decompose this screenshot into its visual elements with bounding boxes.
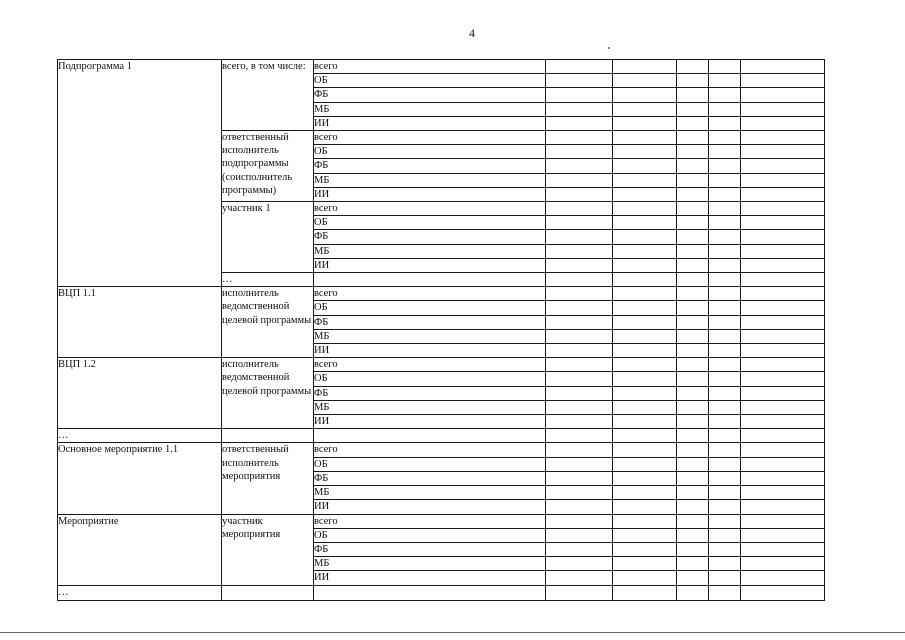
value-cell	[741, 528, 825, 542]
value-cell	[677, 443, 709, 457]
value-cell	[709, 60, 741, 74]
funding-source-cell: ОБ	[314, 301, 546, 315]
value-cell	[709, 386, 741, 400]
value-cell	[709, 557, 741, 571]
funding-source-cell: ФБ	[314, 471, 546, 485]
value-cell	[709, 145, 741, 159]
value-cell	[546, 486, 613, 500]
value-cell	[677, 273, 709, 287]
value-cell	[613, 358, 677, 372]
funding-source-cell: ИИ	[314, 258, 546, 272]
executor-cell: всего, в том числе:	[222, 60, 314, 131]
value-cell	[741, 102, 825, 116]
value-cell	[741, 88, 825, 102]
value-cell	[546, 187, 613, 201]
funding-source-cell: всего	[314, 202, 546, 216]
value-cell	[709, 344, 741, 358]
value-cell	[546, 301, 613, 315]
funding-source-cell: ИИ	[314, 116, 546, 130]
value-cell	[677, 287, 709, 301]
value-cell	[741, 514, 825, 528]
value-cell	[709, 372, 741, 386]
value-cell	[741, 74, 825, 88]
funding-source-cell: МБ	[314, 244, 546, 258]
value-cell	[613, 514, 677, 528]
value-cell	[677, 60, 709, 74]
executor-cell: исполнитель ведомственной целевой программы	[222, 287, 314, 358]
value-cell	[741, 202, 825, 216]
value-cell	[613, 74, 677, 88]
value-cell	[741, 116, 825, 130]
value-cell	[546, 230, 613, 244]
funding-source-cell: ФБ	[314, 542, 546, 556]
value-cell	[613, 400, 677, 414]
value-cell	[546, 571, 613, 585]
program-element-cell: …	[58, 585, 222, 600]
value-cell	[613, 301, 677, 315]
value-cell	[741, 329, 825, 343]
value-cell	[546, 329, 613, 343]
value-cell	[677, 258, 709, 272]
value-cell	[613, 244, 677, 258]
value-cell	[613, 585, 677, 600]
value-cell	[677, 159, 709, 173]
value-cell	[613, 230, 677, 244]
value-cell	[741, 131, 825, 145]
value-cell	[709, 571, 741, 585]
value-cell	[741, 187, 825, 201]
value-cell	[677, 88, 709, 102]
value-cell	[741, 315, 825, 329]
value-cell	[546, 131, 613, 145]
value-cell	[613, 486, 677, 500]
value-cell	[709, 542, 741, 556]
funding-source-cell: ОБ	[314, 457, 546, 471]
value-cell	[613, 131, 677, 145]
funding-source-cell: ИИ	[314, 187, 546, 201]
value-cell	[546, 415, 613, 429]
value-cell	[677, 145, 709, 159]
funding-source-cell: ФБ	[314, 386, 546, 400]
executor-cell: …	[222, 273, 314, 287]
table-row	[58, 443, 825, 457]
value-cell	[613, 315, 677, 329]
value-cell	[546, 542, 613, 556]
value-cell	[677, 471, 709, 485]
scan-speck	[608, 47, 610, 49]
value-cell	[613, 443, 677, 457]
value-cell	[613, 557, 677, 571]
value-cell	[741, 471, 825, 485]
executor-cell	[222, 585, 314, 600]
funding-source-cell	[314, 429, 546, 443]
value-cell	[546, 102, 613, 116]
value-cell	[741, 486, 825, 500]
value-cell	[741, 585, 825, 600]
value-cell	[613, 344, 677, 358]
value-cell	[546, 471, 613, 485]
value-cell	[613, 542, 677, 556]
page-number: 4	[469, 26, 475, 40]
value-cell	[677, 358, 709, 372]
executor-cell: участник мероприятия	[222, 514, 314, 585]
program-element-cell: ВЦП 1.1	[58, 287, 222, 358]
value-cell	[709, 486, 741, 500]
value-cell	[709, 88, 741, 102]
funding-source-cell: всего	[314, 443, 546, 457]
value-cell	[613, 571, 677, 585]
value-cell	[546, 244, 613, 258]
program-element-cell: Основное мероприятие 1.1	[58, 443, 222, 514]
value-cell	[677, 415, 709, 429]
value-cell	[677, 514, 709, 528]
value-cell	[709, 429, 741, 443]
funding-source-cell: ИИ	[314, 344, 546, 358]
value-cell	[709, 528, 741, 542]
funding-source-cell: всего	[314, 358, 546, 372]
value-cell	[613, 202, 677, 216]
value-cell	[546, 273, 613, 287]
value-cell	[741, 145, 825, 159]
value-cell	[709, 514, 741, 528]
table-row	[58, 429, 825, 443]
value-cell	[546, 457, 613, 471]
value-cell	[741, 571, 825, 585]
value-cell	[741, 542, 825, 556]
value-cell	[741, 386, 825, 400]
value-cell	[613, 471, 677, 485]
funding-source-cell: ФБ	[314, 315, 546, 329]
value-cell	[709, 471, 741, 485]
value-cell	[741, 400, 825, 414]
financing-table-body	[58, 60, 825, 601]
funding-source-cell: ФБ	[314, 230, 546, 244]
value-cell	[613, 88, 677, 102]
funding-source-cell	[314, 273, 546, 287]
value-cell	[613, 457, 677, 471]
value-cell	[613, 60, 677, 74]
funding-source-cell: МБ	[314, 557, 546, 571]
value-cell	[709, 400, 741, 414]
funding-source-cell: всего	[314, 131, 546, 145]
value-cell	[709, 202, 741, 216]
value-cell	[546, 429, 613, 443]
value-cell	[709, 216, 741, 230]
value-cell	[546, 202, 613, 216]
value-cell	[677, 116, 709, 130]
value-cell	[613, 500, 677, 514]
funding-source-cell: ОБ	[314, 145, 546, 159]
value-cell	[709, 159, 741, 173]
value-cell	[741, 301, 825, 315]
value-cell	[677, 301, 709, 315]
value-cell	[613, 329, 677, 343]
executor-cell: ответственный исполнитель подпрограммы (соисполнитель программы)	[222, 131, 314, 202]
value-cell	[709, 230, 741, 244]
value-cell	[677, 329, 709, 343]
value-cell	[709, 301, 741, 315]
value-cell	[677, 344, 709, 358]
value-cell	[677, 557, 709, 571]
value-cell	[677, 457, 709, 471]
value-cell	[613, 102, 677, 116]
value-cell	[613, 415, 677, 429]
value-cell	[546, 258, 613, 272]
value-cell	[709, 329, 741, 343]
value-cell	[546, 585, 613, 600]
value-cell	[709, 585, 741, 600]
value-cell	[709, 173, 741, 187]
value-cell	[741, 344, 825, 358]
value-cell	[546, 344, 613, 358]
value-cell	[546, 315, 613, 329]
funding-source-cell: ОБ	[314, 74, 546, 88]
funding-source-cell	[314, 585, 546, 600]
value-cell	[677, 102, 709, 116]
funding-source-cell: всего	[314, 60, 546, 74]
value-cell	[546, 287, 613, 301]
value-cell	[677, 131, 709, 145]
value-cell	[709, 187, 741, 201]
value-cell	[677, 202, 709, 216]
value-cell	[741, 216, 825, 230]
value-cell	[741, 443, 825, 457]
value-cell	[613, 116, 677, 130]
value-cell	[709, 116, 741, 130]
value-cell	[709, 273, 741, 287]
value-cell	[677, 74, 709, 88]
value-cell	[741, 358, 825, 372]
value-cell	[709, 415, 741, 429]
value-cell	[709, 500, 741, 514]
table-row	[58, 287, 825, 301]
value-cell	[613, 429, 677, 443]
value-cell	[546, 74, 613, 88]
value-cell	[741, 500, 825, 514]
table-row	[58, 358, 825, 372]
funding-source-cell: ФБ	[314, 88, 546, 102]
value-cell	[613, 187, 677, 201]
value-cell	[741, 287, 825, 301]
value-cell	[709, 287, 741, 301]
value-cell	[546, 216, 613, 230]
value-cell	[546, 159, 613, 173]
value-cell	[613, 159, 677, 173]
value-cell	[546, 528, 613, 542]
table-row	[58, 60, 825, 74]
funding-source-cell: ОБ	[314, 528, 546, 542]
executor-cell: исполнитель ведомственной целевой программы	[222, 358, 314, 429]
value-cell	[546, 145, 613, 159]
value-cell	[613, 216, 677, 230]
value-cell	[613, 528, 677, 542]
value-cell	[741, 429, 825, 443]
value-cell	[677, 542, 709, 556]
value-cell	[677, 216, 709, 230]
value-cell	[546, 60, 613, 74]
funding-source-cell: ОБ	[314, 372, 546, 386]
funding-source-cell: МБ	[314, 400, 546, 414]
value-cell	[709, 315, 741, 329]
financing-table	[57, 59, 825, 601]
value-cell	[741, 60, 825, 74]
funding-source-cell: ИИ	[314, 571, 546, 585]
value-cell	[546, 116, 613, 130]
value-cell	[677, 173, 709, 187]
funding-source-cell: ИИ	[314, 415, 546, 429]
value-cell	[546, 173, 613, 187]
value-cell	[677, 187, 709, 201]
value-cell	[546, 514, 613, 528]
value-cell	[709, 457, 741, 471]
scan-edge-line	[0, 632, 905, 633]
value-cell	[741, 415, 825, 429]
value-cell	[546, 88, 613, 102]
funding-source-cell: МБ	[314, 173, 546, 187]
executor-cell	[222, 429, 314, 443]
value-cell	[613, 258, 677, 272]
executor-cell: ответственный исполнитель мероприятия	[222, 443, 314, 514]
value-cell	[677, 571, 709, 585]
value-cell	[709, 131, 741, 145]
funding-source-cell: ИИ	[314, 500, 546, 514]
value-cell	[677, 400, 709, 414]
funding-source-cell: МБ	[314, 102, 546, 116]
funding-source-cell: всего	[314, 287, 546, 301]
program-element-cell: Подпрограмма 1	[58, 60, 222, 287]
executor-cell: участник 1	[222, 202, 314, 273]
value-cell	[613, 287, 677, 301]
value-cell	[677, 500, 709, 514]
value-cell	[709, 244, 741, 258]
value-cell	[741, 372, 825, 386]
value-cell	[709, 102, 741, 116]
value-cell	[709, 258, 741, 272]
value-cell	[677, 528, 709, 542]
value-cell	[677, 230, 709, 244]
value-cell	[677, 486, 709, 500]
value-cell	[709, 74, 741, 88]
program-element-cell: …	[58, 429, 222, 443]
value-cell	[546, 500, 613, 514]
value-cell	[741, 159, 825, 173]
value-cell	[546, 358, 613, 372]
value-cell	[677, 315, 709, 329]
program-element-cell: Мероприятие	[58, 514, 222, 585]
program-element-cell: ВЦП 1.2	[58, 358, 222, 429]
value-cell	[677, 585, 709, 600]
value-cell	[677, 429, 709, 443]
value-cell	[677, 244, 709, 258]
value-cell	[613, 273, 677, 287]
value-cell	[741, 244, 825, 258]
value-cell	[741, 557, 825, 571]
value-cell	[677, 372, 709, 386]
funding-source-cell: ФБ	[314, 159, 546, 173]
value-cell	[613, 372, 677, 386]
funding-source-cell: всего	[314, 514, 546, 528]
table-row	[58, 585, 825, 600]
value-cell	[709, 443, 741, 457]
value-cell	[546, 400, 613, 414]
table-row	[58, 514, 825, 528]
value-cell	[741, 457, 825, 471]
value-cell	[613, 386, 677, 400]
value-cell	[546, 372, 613, 386]
funding-source-cell: МБ	[314, 486, 546, 500]
funding-source-cell: ОБ	[314, 216, 546, 230]
value-cell	[546, 557, 613, 571]
value-cell	[741, 173, 825, 187]
funding-source-cell: МБ	[314, 329, 546, 343]
value-cell	[546, 386, 613, 400]
value-cell	[546, 443, 613, 457]
value-cell	[741, 230, 825, 244]
value-cell	[741, 273, 825, 287]
value-cell	[613, 145, 677, 159]
value-cell	[709, 358, 741, 372]
value-cell	[677, 386, 709, 400]
value-cell	[613, 173, 677, 187]
value-cell	[741, 258, 825, 272]
